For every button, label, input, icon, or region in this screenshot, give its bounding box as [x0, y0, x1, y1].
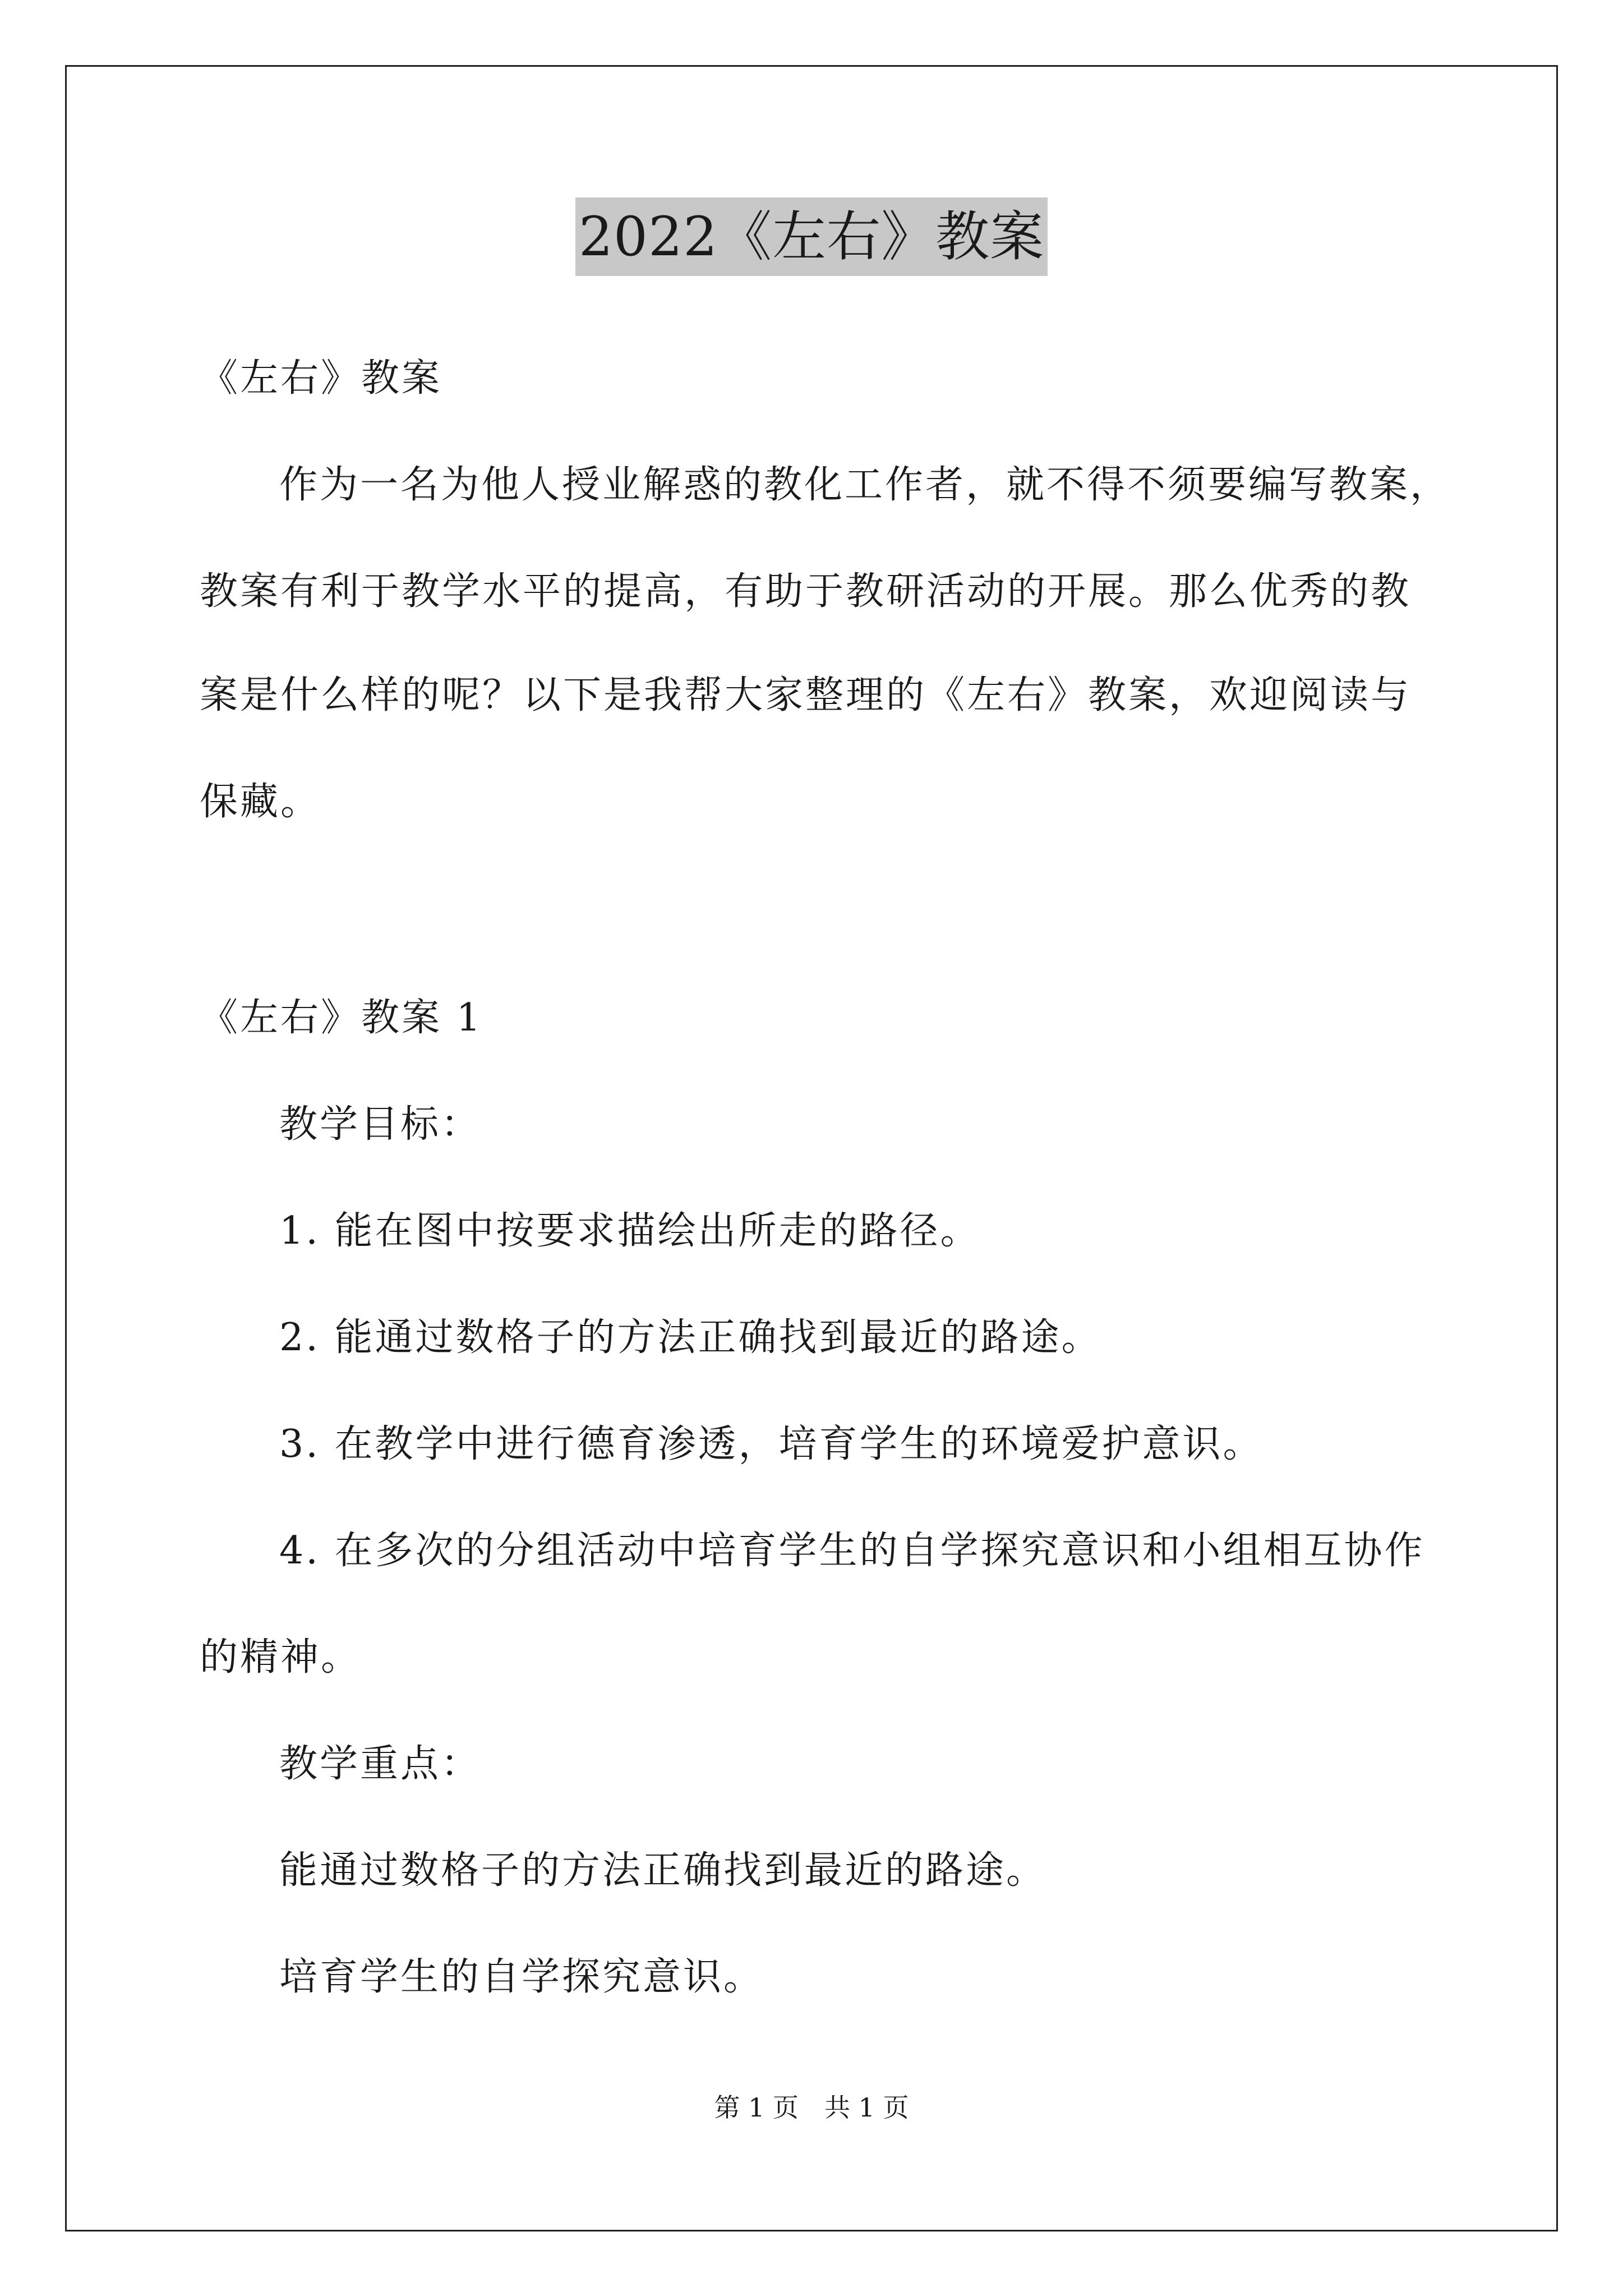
goal-item-2: 2. 能通过数格子的方法正确找到最近的路途。 [279, 1315, 1102, 1360]
intro-line-3: 案是什么样的呢？以下是我帮大家整理的《左右》教案，欢迎阅读与 [200, 673, 1412, 717]
section-heading: 《左右》教案 1 [200, 996, 483, 1040]
goal-item-4: 4. 在多次的分组活动中培育学生的自学探究意识和小组相互协作 [279, 1529, 1425, 1573]
page-footer: 第 1 页 共 1 页 [714, 2092, 909, 2123]
document-heading: 《左右》教案 [200, 356, 442, 401]
intro-line-4: 保藏。 [200, 780, 321, 824]
goal-item-3: 3. 在教学中进行德育渗透，培育学生的环境爱护意识。 [279, 1422, 1264, 1466]
teaching-goals-label: 教学目标： [279, 1102, 482, 1147]
intro-line-1: 作为一名为他人授业解惑的教化工作者，就不得不须要编写教案， [279, 463, 1451, 507]
key-points-label: 教学重点： [279, 1742, 482, 1786]
title-container [0, 197, 1623, 276]
goal-item-1: 1. 能在图中按要求描绘出所走的路径。 [279, 1209, 981, 1253]
key-point-1: 能通过数格子的方法正确找到最近的路途。 [279, 1848, 1047, 1893]
key-point-2: 培育学生的自学探究意识。 [279, 1955, 764, 1999]
document-title: 2022《左右》教案 [575, 197, 1048, 276]
goal-item-4-continued: 的精神。 [200, 1635, 362, 1680]
intro-line-2: 教案有利于教学水平的提高，有助于教研活动的开展。那么优秀的教 [200, 569, 1412, 614]
